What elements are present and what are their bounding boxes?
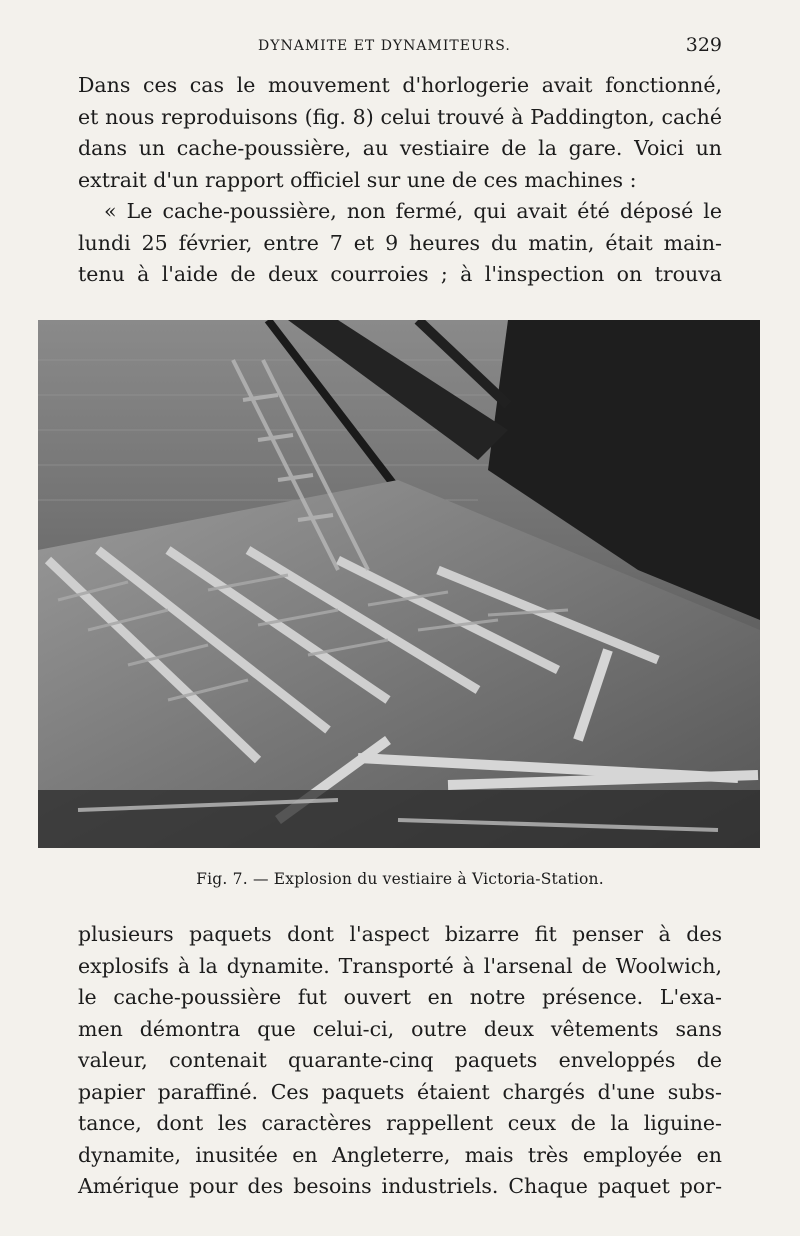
debris-illustration <box>38 320 760 848</box>
figure-caption: Fig. 7. — Explosion du vestiaire à Victoria-Station. <box>196 870 604 888</box>
text-line: extrait d'un rapport officiel sur une de ces machines : <box>78 167 637 192</box>
text-line: lundi 25 février, entre 7 et 9 heures du matin, était main- <box>78 230 722 255</box>
running-title: DYNAMITE ET DYNAMITEURS. <box>258 38 511 54</box>
figure-photo-explosion-debris <box>38 320 760 848</box>
text-line: Dans ces cas le mouvement d'horlogerie avait fonctionné, <box>78 73 722 97</box>
body-text-bottom <box>78 919 722 1203</box>
text-line: dynamite, inusitée en Angleterre, mais très employée en <box>78 1142 722 1167</box>
text-line: men démontra que celui-ci, outre deux vêtements sans <box>78 1016 722 1041</box>
text-line: tance, dont les caractères rappellent ceux de la liguine- <box>78 1111 722 1135</box>
text-line: papier paraffiné. Ces paquets étaient chargés d'une subs- <box>78 1079 722 1104</box>
text-line: Amérique pour des besoins industriels. Chaque paquet por- <box>78 1174 722 1198</box>
text-line: plusieurs paquets dont l'aspect bizarre fit penser à des <box>78 922 722 946</box>
body-text-top <box>78 70 722 291</box>
text-line: explosifs à la dynamite. Transporté à l'arsenal de Woolwich, <box>78 953 722 978</box>
text-line: valeur, contenait quarante-cinq paquets enveloppés de <box>78 1048 722 1072</box>
page-number: 329 <box>685 34 722 56</box>
running-head <box>78 34 722 60</box>
text-line: le cache-poussière fut ouvert en notre présence. L'exa- <box>78 985 722 1009</box>
text-line: dans un cache-poussière, au vestiaire de la gare. Voici un <box>78 136 722 160</box>
text-line: tenu à l'aide de deux courroies ; à l'inspection on trouva <box>78 262 722 286</box>
text-line: et nous reproduisons (fig. 8) celui trouvé à Paddington, caché <box>78 104 722 129</box>
text-line: « Le cache-poussière, non fermé, qui avait été déposé le <box>104 199 722 223</box>
